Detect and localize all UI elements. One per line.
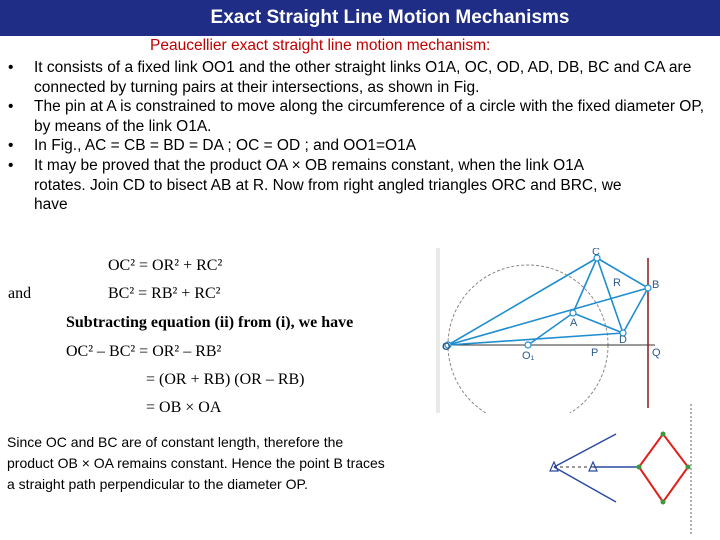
equation-5: = OB × OA: [146, 399, 222, 416]
bullet-item: • The pin at A is constrained to move along the circumference of a circle with the fixed diameter OP, by means of the link O1A.: [8, 97, 714, 136]
and-label: and: [8, 285, 32, 302]
anim-joint-right: [686, 465, 691, 470]
link-ac: [573, 258, 597, 313]
conclusion-text: Since OC and BC are of constant length, therefore the product OB × OA remains constant. Hence the point B traces a straight path perpendicular to the diameter OP.: [7, 434, 385, 492]
label-o1: O₁: [522, 350, 535, 362]
label-q: Q: [652, 347, 661, 359]
slide-subtitle: Peaucellier exact straight line motion mechanism:: [150, 37, 491, 54]
mechanism-figure: [430, 248, 720, 413]
equation-1: OC² = OR² + RC²: [108, 257, 223, 274]
label-b: B: [652, 279, 660, 291]
label-p: P: [591, 347, 599, 359]
linkage: [448, 258, 648, 345]
subtract-text: Subtracting equation (ii) from (i), we have: [66, 314, 354, 331]
label-c: C: [592, 248, 600, 258]
link-oc: [448, 258, 597, 345]
equation-3: OC² – BC² = OR² – RB²: [66, 343, 222, 360]
anim-link-lower: [554, 467, 616, 502]
label-d: D: [619, 334, 627, 346]
anim-joint-left: [637, 465, 642, 470]
joint-a: [570, 310, 576, 316]
equation-4: = (OR + RB) (OR – RB): [146, 371, 305, 388]
label-o: O: [442, 341, 451, 353]
label-a: A: [570, 317, 578, 329]
figure-edge-shade: [436, 248, 440, 413]
joint-b: [645, 285, 651, 291]
bullet-item: • In Fig., AC = CB = BD = DA ; OC = OD ; and OO1=O1A: [8, 136, 714, 156]
anim-joint-top: [661, 432, 666, 437]
link-o1a: [528, 313, 573, 345]
bullet-item: • It consists of a fixed link OO1 and the other straight links O1A, OC, OD, AD, DB, BC and CA are connected by turning pairs at their intersections, as shown in Fig.: [8, 58, 714, 97]
link-da: [573, 313, 623, 333]
anim-joints: [637, 432, 691, 505]
anim-rhombus: [639, 434, 688, 502]
anim-link-upper: [554, 434, 616, 467]
title-bar: [0, 0, 720, 36]
animation-figure: [546, 404, 718, 534]
slide-title: Exact Straight Line Motion Mechanisms: [210, 7, 570, 28]
label-r: R: [613, 277, 621, 289]
anim-joint-bottom: [661, 500, 666, 505]
link-cb: [597, 258, 648, 288]
bullet-item: • It may be proved that the product OA × OB remains constant, when the link O1A rotates. Join CD to bisect AB at R. Now from right angled triangles ORC and BRC, we have: [8, 156, 639, 215]
joint-o1: [525, 342, 531, 348]
bullet-list: [8, 58, 714, 215]
equation-2: BC² = RB² + RC²: [108, 285, 221, 302]
animation-links: [554, 434, 639, 502]
